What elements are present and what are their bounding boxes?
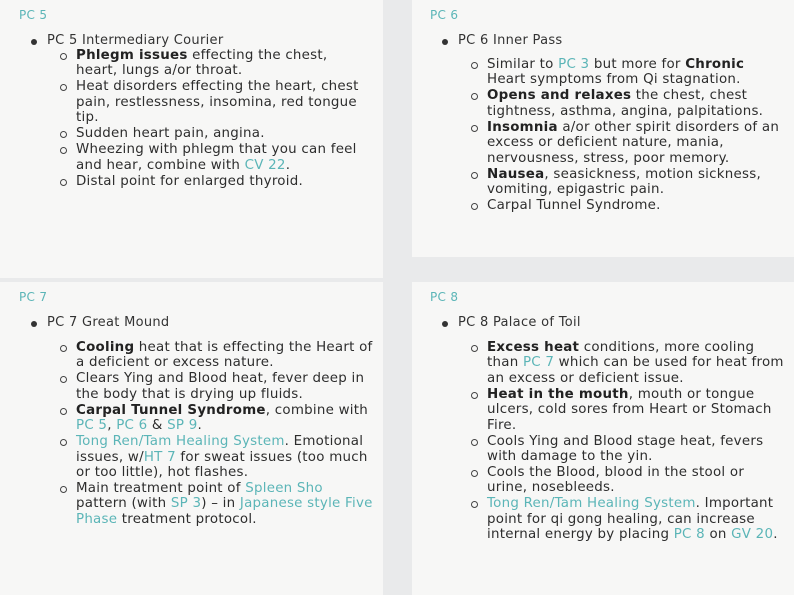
point-heading: PC 5 Intermediary Courier bbox=[47, 33, 224, 48]
sub-list bbox=[58, 340, 373, 528]
link-pc7[interactable]: PC 7 bbox=[522, 355, 555, 371]
list-item: Carpal Tunnel Syndrome, combine with PC 5, PC 6 & SP 9. bbox=[58, 403, 373, 434]
sub-list bbox=[58, 48, 373, 190]
point-heading: PC 7 Great Mound bbox=[47, 315, 170, 330]
card-pc8 bbox=[412, 282, 794, 595]
link-tong-ren[interactable]: Tong Ren/Tam Healing System bbox=[487, 496, 696, 512]
link-gv20[interactable]: GV 20 bbox=[731, 527, 774, 543]
link-sp3[interactable]: SP 3 bbox=[170, 496, 202, 512]
list-item: Phlegm issues effecting the chest, heart, lungs a/or throat. bbox=[58, 48, 373, 79]
list-item: Cools the Blood, blood in the stool or urine, nosebleeds. bbox=[469, 465, 784, 496]
link-pc5[interactable]: PC 5 bbox=[76, 418, 108, 434]
link-japanese-five-phase[interactable]: Japanese style Five Phase bbox=[76, 496, 373, 527]
card-pc5 bbox=[0, 0, 383, 278]
list-item: Tong Ren/Tam Healing System. Important point for qi gong healing, can increase internal energy by placing PC 8 on GV 20. bbox=[469, 496, 784, 542]
sub-list bbox=[469, 57, 784, 214]
list-item: Clears Ying and Blood heat, fever deep in the body that is drying up fluids. bbox=[58, 371, 373, 402]
link-tong-ren[interactable]: Tong Ren/Tam Healing System bbox=[76, 434, 285, 450]
list-item: Insomnia a/or other spirit disorders of an excess or deficient nature, mania, nervousness, stress, poor memory. bbox=[469, 120, 784, 166]
link-pc6[interactable]: PC 6 bbox=[116, 418, 148, 434]
link-cv22[interactable]: CV 22 bbox=[244, 157, 286, 173]
card-pc7 bbox=[0, 282, 383, 595]
list-item: Tong Ren/Tam Healing System. Emotional issues, w/HT 7 for sweat issues (too much or too little), hot flashes. bbox=[58, 434, 373, 480]
list-item: Cools Ying and Blood stage heat, fevers with damage to the yin. bbox=[469, 434, 784, 465]
card-title[interactable]: PC 7 bbox=[19, 290, 48, 304]
link-pc8[interactable]: PC 8 bbox=[673, 527, 705, 543]
list-item: Heat in the mouth, mouth or tongue ulcers, cold sores from Heart or Stomach Fire. bbox=[469, 387, 784, 433]
list-item: Distal point for enlarged thyroid. bbox=[58, 174, 373, 189]
list-item: Heat disorders effecting the heart, chest pain, restlessness, insomina, red tongue tip. bbox=[58, 79, 373, 125]
list-item: Cooling heat that is effecting the Heart of a deficient or excess nature. bbox=[58, 340, 373, 371]
point-heading: PC 6 Inner Pass bbox=[458, 33, 563, 48]
link-pc3[interactable]: PC 3 bbox=[558, 57, 590, 72]
card-title[interactable]: PC 5 bbox=[19, 8, 48, 22]
link-sp9[interactable]: SP 9 bbox=[167, 418, 198, 434]
list-item: Nausea, seasickness, motion sickness, vomiting, epigastric pain. bbox=[469, 167, 784, 198]
link-ht7[interactable]: HT 7 bbox=[143, 449, 176, 465]
list-item: Carpal Tunnel Syndrome. bbox=[469, 198, 784, 213]
link-spleen-sho[interactable]: Spleen Sho bbox=[245, 481, 323, 497]
list-item: Excess heat conditions, more cooling than PC 7 which can be used for heat from an excess or deficient issue. bbox=[469, 340, 784, 386]
card-title[interactable]: PC 6 bbox=[430, 8, 459, 22]
sub-list bbox=[469, 340, 784, 543]
list-item: Opens and relaxes the chest, chest tightness, asthma, angina, palpitations. bbox=[469, 88, 784, 119]
card-title[interactable]: PC 8 bbox=[430, 290, 459, 304]
list-item: Similar to PC 3 but more for Chronic Heart symptoms from Qi stagnation. bbox=[469, 57, 784, 88]
list-item: Wheezing with phlegm that you can feel and hear, combine with CV 22. bbox=[58, 142, 373, 173]
list-item: Main treatment point of Spleen Sho pattern (with SP 3) – in Japanese style Five Phase treatment protocol. bbox=[58, 481, 373, 527]
list-item: Sudden heart pain, angina. bbox=[58, 126, 373, 141]
point-heading: PC 8 Palace of Toil bbox=[458, 315, 581, 330]
card-pc6 bbox=[412, 0, 794, 257]
